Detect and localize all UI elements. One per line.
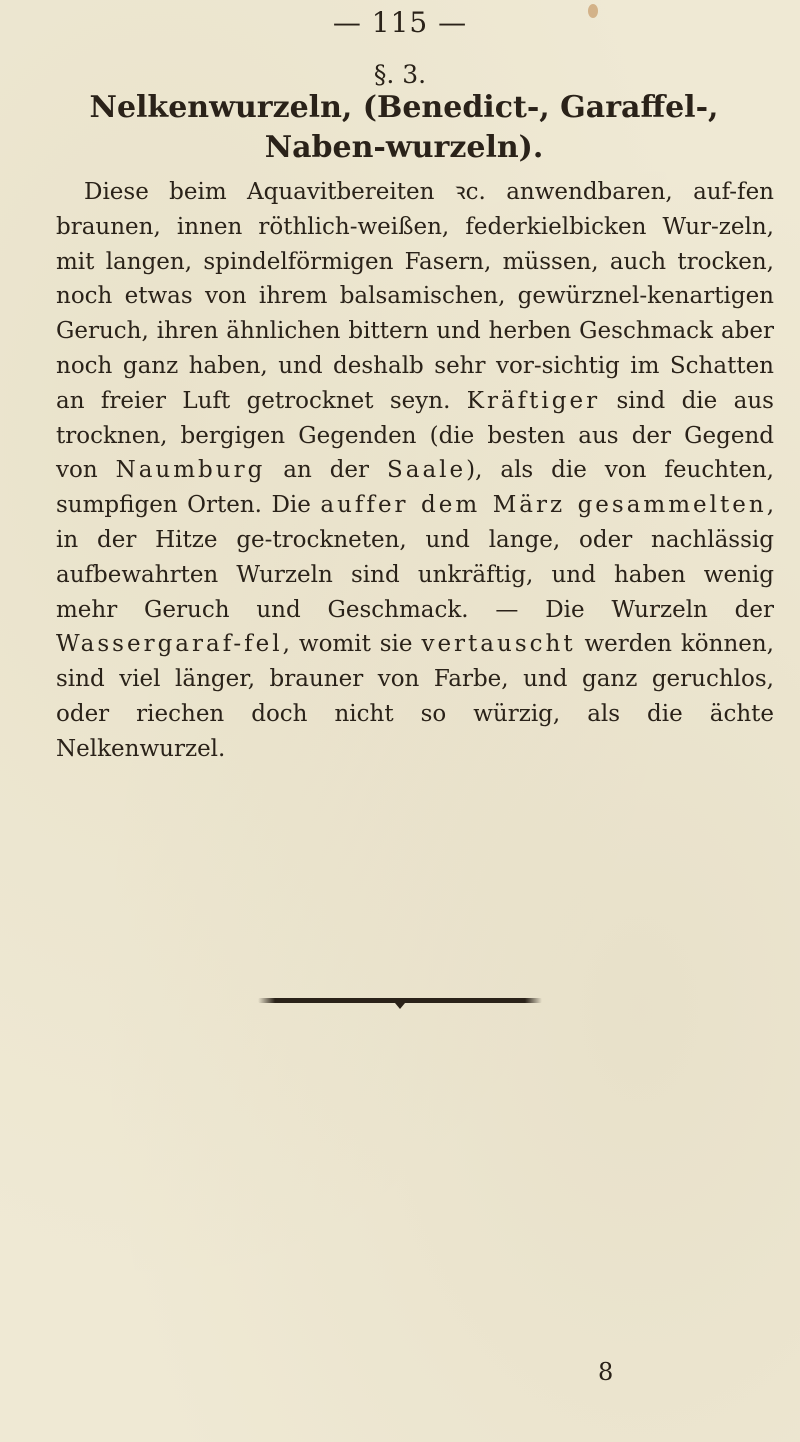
divider-ornament	[258, 998, 542, 1003]
paragraph-text: , womit sie	[282, 631, 422, 658]
emphasis-text: auffer dem März gesammelten	[320, 492, 767, 519]
paragraph-text: an der	[265, 457, 387, 484]
paragraph-text: sind die aus trocknen, bergigen Gegenden (die besten aus der Gegend von	[56, 387, 774, 484]
emphasis-text: Naumburg	[115, 457, 266, 484]
body-paragraph	[56, 175, 774, 767]
emphasis-text: vertauscht	[421, 631, 576, 658]
paragraph-text: werden können, sind viel länger, brauner von Farbe, und ganz geruchlos, oder riechen doch nicht so würzig, als die ächte Nelkenwurzel.	[56, 631, 774, 762]
paragraph-text: , in der Hitze ge-trockneten, und lange, oder nachlässig aufbewahrten Wurzeln sind unkräftig, und haben wenig mehr Geruch und Geschmack. — Die Wurzeln der	[56, 492, 774, 623]
paragraph-text: Diese beim Aquavitbereiten ꝛc. anwendbaren, auf-fen braunen, innen röthlich-weißen, federkielbicken Wur-zeln, mit langen, spindelförmigen Fasern, müssen, auch trocken, noch etwas von ihrem balsamischen, gewürznel-kenartigen Geruch, ihren ähnlichen bittern und herben Geschmack aber noch ganz haben, und deshalb sehr vor-sichtig im Schatten an freier Luft getrocknet seyn.	[56, 179, 774, 414]
emphasis-text: Wassergaraf-fel	[56, 631, 283, 658]
signature-mark: 8	[598, 1358, 614, 1386]
section-heading: Nelkenwurzeln, (Benedict-, Garaffel-, Naben-wurzeln).	[89, 90, 719, 165]
section-mark: §. 3.	[373, 60, 427, 89]
page-number: — 115 —	[332, 6, 468, 39]
paragraph-text: ), als die von feuchten, sumpfigen Orten. Die	[56, 457, 774, 519]
emphasis-text: Saale	[386, 457, 467, 484]
emphasis-text: Kräftiger	[466, 387, 601, 414]
